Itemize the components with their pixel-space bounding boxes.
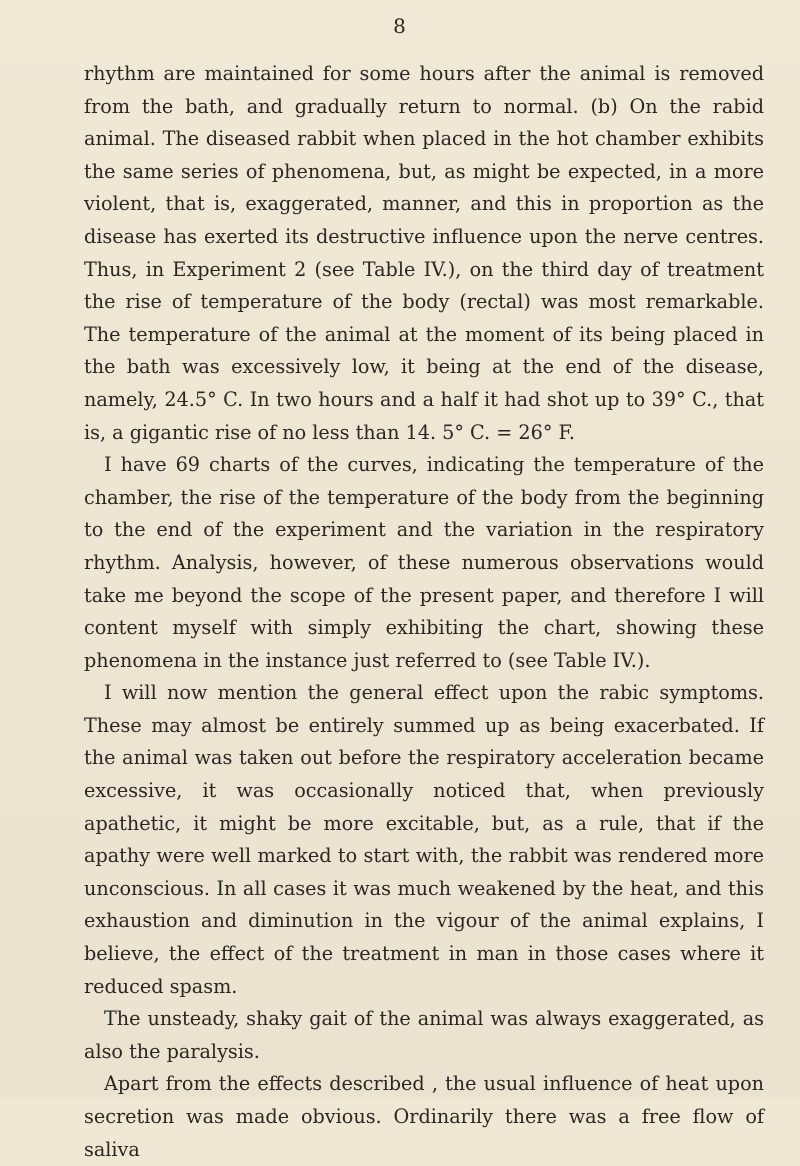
paragraph-4: The unsteady, shaky gait of the animal was always exaggerated, as also the paralysis. bbox=[84, 1007, 764, 1063]
body-text bbox=[84, 58, 764, 1166]
paragraph-1: rhythm are maintained for some hours after the animal is removed from the bath, and gradually return to normal. (b) On the rabid animal. The diseased rabbit when placed in the hot chamber exhibits the same series of phenomena, but, as might be expected, in a more violent, that is, exaggerated, manner, and this in proportion as the disease has exerted its destructive influence upon the nerve centres. Thus, in Experiment 2 (see Table IV.), on the third day of treatment the rise of temperature of the body (rectal) was most remarkable. The temperature of the animal at the moment of its being placed in the bath was excessively low, it being at the end of the disease, namely, 24.5° C. In two hours and a half it had shot up to 39° C., that is, a gigantic rise of no less than 14. 5° C. = 26° F. bbox=[84, 62, 764, 444]
page-number: 8 bbox=[393, 14, 407, 38]
paragraph-5: Apart from the effects described , the usual influence of heat upon secretion was made obvious. Ordinarily there was a free flow of saliva bbox=[84, 1072, 764, 1161]
paragraph-2: I have 69 charts of the curves, indicating the temperature of the chamber, the rise of the temperature of the body from the beginning to the end of the experiment and the variation in the respiratory rhythm. Analysis, however, of these numerous observations would take me beyond the scope of the present paper, and therefore I will content myself with simply exhibiting the chart, showing these phenomena in the instance just referred to (see Table IV.). bbox=[84, 453, 764, 672]
paragraph-3: I will now mention the general effect upon the rabic symptoms. These may almost be entirely summed up as being exacerbated. If the animal was taken out before the respiratory acceleration became excessive, it was occasionally noticed that, when previously apathetic, it might be more excitable, but, as a rule, that if the apathy were well marked to start with, the rabbit was rendered more unconscious. In all cases it was much weakened by the heat, and this exhaustion and diminution in the vigour of the animal explains, I believe, the effect of the treatment in man in those cases where it reduced spasm. bbox=[84, 681, 764, 998]
